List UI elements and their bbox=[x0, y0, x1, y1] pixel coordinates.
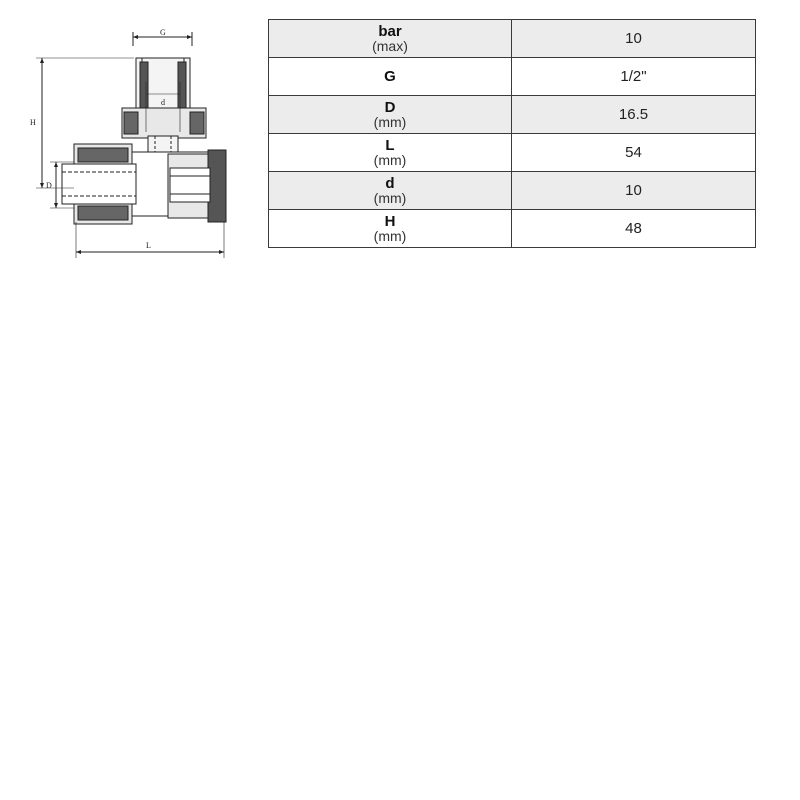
spec-value: 54 bbox=[625, 143, 642, 161]
spec-unit: (mm) bbox=[373, 152, 407, 168]
spec-value: 10 bbox=[625, 181, 642, 199]
spec-param-cell bbox=[269, 58, 512, 96]
spec-param: G bbox=[384, 68, 396, 85]
valve-cross-section bbox=[22, 22, 240, 262]
spec-value-cell bbox=[512, 96, 756, 134]
specifications-table bbox=[268, 19, 756, 248]
spec-value: 16.5 bbox=[618, 105, 649, 123]
dimension-label-G: G bbox=[160, 28, 166, 37]
spec-row-H bbox=[269, 210, 756, 248]
spec-value: 10 bbox=[625, 29, 642, 47]
spec-value-cell bbox=[512, 172, 756, 210]
spec-row-D bbox=[269, 96, 756, 134]
spec-param-cell bbox=[269, 96, 512, 134]
spec-param: d bbox=[385, 175, 395, 192]
spec-unit: (mm) bbox=[373, 114, 407, 130]
dimension-label-d: d bbox=[161, 98, 165, 107]
spec-value: 1/2" bbox=[620, 67, 647, 85]
dimension-label-L: L bbox=[146, 241, 151, 250]
spec-param-cell bbox=[269, 20, 512, 58]
spec-param: L bbox=[385, 137, 395, 154]
spec-row-G bbox=[269, 58, 756, 96]
spec-row-bar bbox=[269, 20, 756, 58]
spec-param-cell bbox=[269, 134, 512, 172]
dimension-label-H: H bbox=[30, 118, 36, 127]
spec-unit: (mm) bbox=[373, 228, 407, 244]
spec-row-d bbox=[269, 172, 756, 210]
spec-value-cell bbox=[512, 210, 756, 248]
spec-unit: (mm) bbox=[373, 190, 407, 206]
spec-value-cell bbox=[512, 58, 756, 96]
spec-row-L bbox=[269, 134, 756, 172]
spec-param-cell bbox=[269, 210, 512, 248]
spec-param: bar bbox=[378, 23, 402, 40]
spec-value: 48 bbox=[625, 219, 642, 237]
spec-unit: (max) bbox=[372, 38, 408, 54]
valve-technical-drawing bbox=[22, 22, 240, 262]
spec-param: D bbox=[384, 99, 396, 116]
spec-param-cell bbox=[269, 172, 512, 210]
dimension-label-D: D bbox=[46, 181, 52, 190]
spec-value-cell bbox=[512, 134, 756, 172]
spec-value-cell bbox=[512, 20, 756, 58]
spec-param: H bbox=[384, 213, 396, 230]
